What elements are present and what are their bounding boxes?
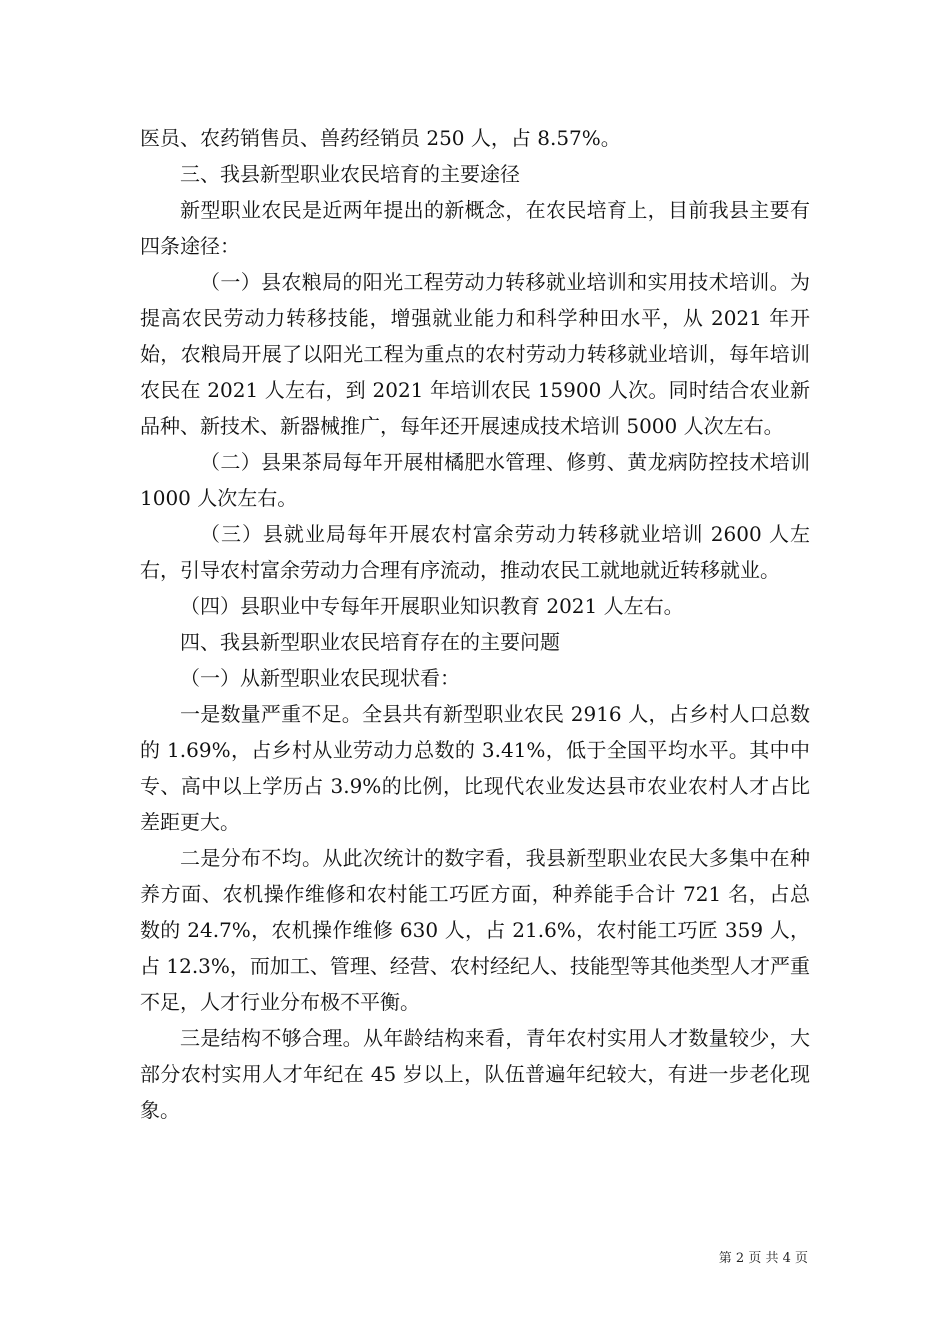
paragraph-intro: 新型职业农民是近两年提出的新概念，在农民培育上，目前我县主要有四条途径： <box>140 198 810 258</box>
paragraph-continuation: 医员、农药销售员、兽药经销员 250 人，占 8.57%。 <box>140 126 621 150</box>
paragraph-distribution: 二是分布不均。从此次统计的数字看，我县新型职业农民大多集中在种养方面、农机操作维修和农村能工巧匠方面，种养能手合计 721 名，占总数的 24.7%，农机操作维修 630 人，占 21.6%，农村能工巧匠 359 人，占 12.3%，而加工、管理、经营、农村经纪人、技能型等其他类型人才严重不足，人才行业分布极不平衡。 <box>140 846 810 1014</box>
paragraph-structure: 三是结构不够合理。从年龄结构来看，青年农村实用人才数量较少，大部分农村实用人才年纪在 45 岁以上，队伍普遍年纪较大，有进一步老化现象。 <box>140 1026 810 1122</box>
page-number: 第 2 页 共 4 页 <box>718 1251 808 1266</box>
paragraph-quantity: 一是数量严重不足。全县共有新型职业农民 2916 人，占乡村人口总数的 1.69%，占乡村从业劳动力总数的 3.41%，低于全国平均水平。其中中专、高中以上学历占 3.9%的比例，比现代农业发达县市农业农村人才占比差距更大。 <box>140 702 810 834</box>
subsection-heading-one: （一）从新型职业农民现状看： <box>180 666 460 690</box>
paragraph-item-four: （四）县职业中专每年开展职业知识教育 2021 人左右。 <box>180 594 684 618</box>
paragraph-item-one: （一）县农粮局的阳光工程劳动力转移就业培训和实用技术培训。为提高农民劳动力转移技能，增强就业能力和科学种田水平，从 2021 年开始，农粮局开展了以阳光工程为重点的农村劳动力转移就业培训，每年培训农民在 2021 人左右，到 2021 年培训农民 15900 人次。同时结合农业新品种、新技术、新器械推广，每年还开展速成技术培训 5000 人次左右。 <box>140 270 810 438</box>
document-body <box>140 120 810 1128</box>
paragraph-item-two: （二）县果茶局每年开展柑橘肥水管理、修剪、黄龙病防控技术培训 1000 人次左右。 <box>140 450 810 510</box>
section-heading-four: 四、我县新型职业农民培育存在的主要问题 <box>180 630 560 654</box>
paragraph-item-three: （三）县就业局每年开展农村富余劳动力转移就业培训 2600 人左右，引导农村富余劳动力合理有序流动，推动农民工就地就近转移就业。 <box>140 522 810 582</box>
section-heading-three: 三、我县新型职业农民培育的主要途径 <box>180 162 520 186</box>
